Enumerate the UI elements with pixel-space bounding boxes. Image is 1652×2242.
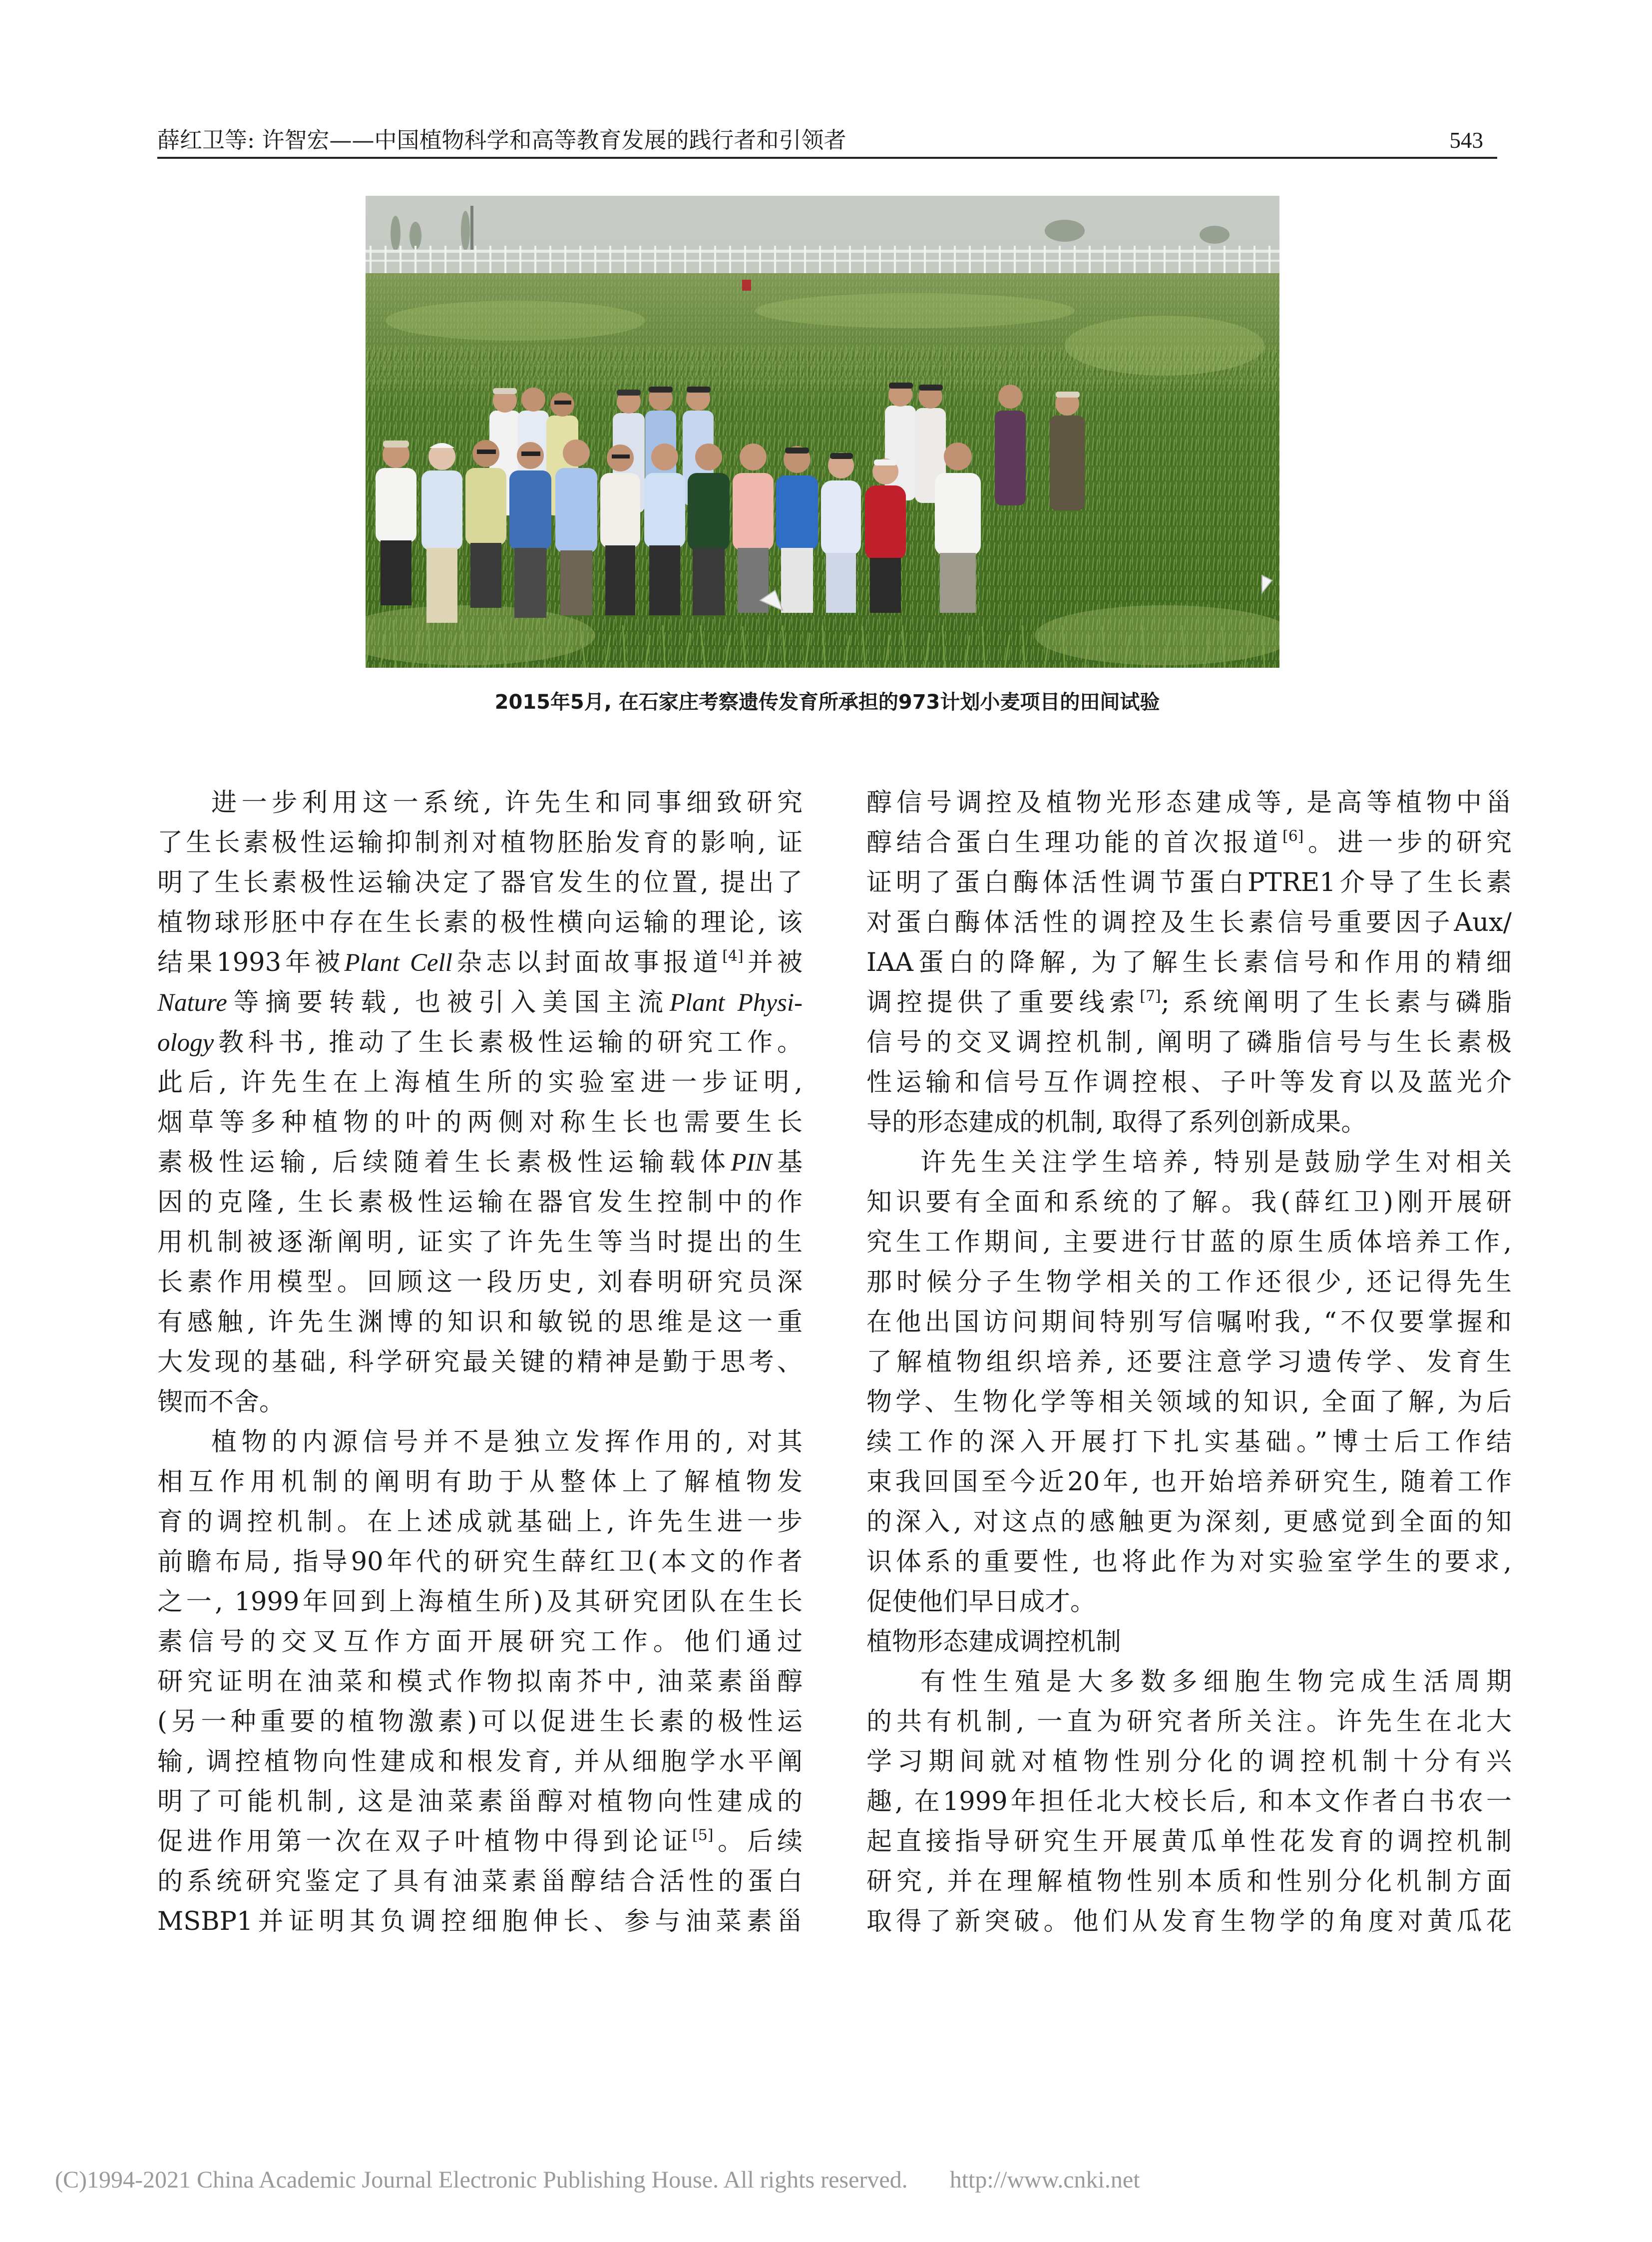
paragraph <box>157 1422 803 1942</box>
paragraph <box>866 1143 1512 1622</box>
citation-ref: [4] <box>722 947 744 965</box>
text-line: 了解植物组织培养, 还要注意学习遗传学、发育生 <box>866 1347 1512 1377</box>
text-line: 大发现的基础, 科学研究最关键的精神是勤于思考、 <box>157 1347 803 1377</box>
text-line: 相互作用机制的阐明有助于从整体上了解植物发 <box>157 1467 803 1497</box>
text-line: 输, 调控植物向性建成和根发育, 并从细胞学水平阐 <box>157 1747 803 1777</box>
text-line: 进一步利用这一系统, 许先生和同事细致研究 <box>211 788 803 818</box>
citation-ref: [7] <box>1140 987 1161 1005</box>
text-line: 在他出国访问期间特别写信嘱咐我, “不仅要掌握和 <box>866 1308 1512 1337</box>
text-line: 烟草等多种植物的叶的两侧对称生长也需要生长 <box>157 1108 803 1137</box>
text-line: 植物的内源信号并不是独立发挥作用的, 对其 <box>211 1427 803 1457</box>
text-line: 那时候分子生物学相关的工作还很少, 还记得先生 <box>866 1268 1512 1297</box>
text-line: 知识要有全面和系统的了解。我(薛红卫)刚开展研 <box>866 1188 1512 1217</box>
text-line: 性运输和信号互作调控根、子叶等发育以及蓝光介 <box>866 1068 1512 1097</box>
text-line: 识体系的重要性, 也将此作为对实验室学生的要求, <box>866 1547 1512 1577</box>
right-column <box>866 783 1512 1942</box>
header-rule <box>157 157 1497 159</box>
text-line: 醇结合蛋白生理功能的首次报道[6]。进一步的研究 <box>866 828 1512 858</box>
text-line: 此后, 许先生在上海植生所的实验室进一步证明, <box>157 1068 803 1097</box>
text-line: 许先生关注学生培养, 特别是鼓励学生对相关 <box>920 1148 1512 1177</box>
text-line: 研究证明在油菜和模式作物拟南芥中, 油菜素甾醇 <box>157 1667 803 1697</box>
text-line: 续工作的深入开展打下扎实基础。”博士后工作结 <box>866 1427 1512 1457</box>
section-heading: 植物形态建成调控机制 <box>866 1627 1122 1657</box>
text-line: 用机制被逐渐阐明, 证实了许先生等当时提出的生 <box>157 1228 803 1257</box>
running-title: 薛红卫等: 许智宏——中国植物科学和高等教育发展的践行者和引领者 <box>157 127 846 153</box>
text-line: Nature等摘要转载, 也被引入美国主流Plant Physi- <box>157 988 803 1017</box>
text-line: 研究, 并在理解植物性别本质和性别分化机制方面 <box>866 1867 1512 1896</box>
text-line: (另一种重要的植物激素)可以促进生长素的极性运 <box>157 1707 803 1737</box>
text-line: 起直接指导研究生开展黄瓜单性花发育的调控机制 <box>866 1827 1512 1856</box>
text-line: 有性生殖是大多数多细胞生物完成生活周期 <box>920 1667 1512 1697</box>
text-line: 促使他们早日成才。 <box>866 1587 1096 1617</box>
text-line: 因的克隆, 生长素极性运输在器官发生控制中的作 <box>157 1188 803 1217</box>
text-line: IAA蛋白的降解, 为了解生长素信号和作用的精细 <box>866 948 1512 977</box>
text-line: 之一, 1999年回到上海植生所)及其研究团队在生长 <box>157 1587 803 1617</box>
text-line: 育的调控机制。在上述成就基础上, 许先生进一步 <box>157 1507 803 1537</box>
text-line: 前瞻布局, 指导90年代的研究生薛红卫(本文的作者 <box>157 1547 803 1577</box>
figure-caption: 2015年5月, 在石家庄考察遗传发育所承担的973计划小麦项目的田间试验 <box>494 691 1160 714</box>
text-line: 明了可能机制, 这是油菜素甾醇对植物向性建成的 <box>157 1787 803 1816</box>
paragraph <box>157 783 803 1422</box>
page-number: 543 <box>1449 128 1483 153</box>
group-photo-wheat-field <box>366 196 1279 668</box>
running-head <box>157 124 1497 157</box>
text-line: 植物球形胚中存在生长素的极性横向运输的理论, 该 <box>157 908 803 937</box>
text-line: 导的形态建成的机制, 取得了系列创新成果。 <box>866 1108 1367 1137</box>
text-line: 束我回国至今近20年, 也开始培养研究生, 随着工作 <box>866 1467 1512 1497</box>
text-line: 结果1993年被Plant Cell杂志以封面故事报道[4]并被 <box>157 947 803 977</box>
text-line: 学习期间就对植物性别分化的调控机制十分有兴 <box>866 1747 1512 1777</box>
footer <box>55 2163 1140 2198</box>
text-line: 素极性运输, 后续随着生长素极性运输载体PIN基 <box>157 1148 803 1177</box>
text-line: 明了生长素极性运输决定了器官发生的位置, 提出了 <box>157 868 803 897</box>
text-line: 的共有机制, 一直为研究者所关注。许先生在北大 <box>866 1707 1512 1737</box>
text-line: 促进作用第一次在双子叶植物中得到论证[5]。后续 <box>157 1826 803 1856</box>
paragraph <box>866 1662 1512 1942</box>
copyright-notice: (C)1994-2021 China Academic Journal Electronic Publishing House. All rights reserved. <box>55 2167 908 2193</box>
citation-ref: [6] <box>1282 828 1304 845</box>
text-line: 醇信号调控及植物光形态建成等, 是高等植物中甾 <box>866 788 1512 818</box>
text-line: 信号的交叉调控机制, 阐明了磷脂信号与生长素极 <box>866 1028 1512 1057</box>
text-line: 了生长素极性运输抑制剂对植物胚胎发育的影响, 证 <box>157 828 803 858</box>
left-column <box>157 783 803 1942</box>
text-line: 取得了新突破。他们从发育生物学的角度对黄瓜花 <box>866 1907 1512 1936</box>
cnki-url[interactable]: http://www.cnki.net <box>949 2167 1140 2193</box>
text-line: MSBP1并证明其负调控细胞伸长、参与油菜素甾 <box>157 1907 803 1936</box>
text-line: 究生工作期间, 主要进行甘蓝的原生质体培养工作, <box>866 1228 1512 1257</box>
text-line: 调控提供了重要线索[7]; 系统阐明了生长素与磷脂 <box>866 987 1512 1017</box>
text-line: 素信号的交叉互作方面开展研究工作。他们通过 <box>157 1627 803 1657</box>
text-line: 锲而不舍。 <box>157 1387 285 1417</box>
text-line: 的深入, 对这点的感触更为深刻, 更感觉到全面的知 <box>866 1507 1512 1537</box>
text-line: 证明了蛋白酶体活性调节蛋白PTRE1介导了生长素 <box>866 868 1512 897</box>
text-line: 长素作用模型。回顾这一段历史, 刘春明研究员深 <box>157 1268 803 1297</box>
text-line: 对蛋白酶体活性的调控及生长素信号重要因子Aux/ <box>866 908 1512 937</box>
text-line: 趣, 在1999年担任北大校长后, 和本文作者白书农一 <box>866 1787 1512 1816</box>
citation-ref: [5] <box>692 1826 714 1844</box>
text-line: 物学、生物化学等相关领域的知识, 全面了解, 为后 <box>866 1387 1512 1417</box>
text-line: 有感触, 许先生渊博的知识和敏锐的思维是这一重 <box>157 1308 803 1337</box>
text-line: ology教科书, 推动了生长素极性运输的研究工作。 <box>157 1028 803 1057</box>
text-line: 的系统研究鉴定了具有油菜素甾醇结合活性的蛋白 <box>157 1867 803 1896</box>
paragraph <box>866 783 1512 1143</box>
